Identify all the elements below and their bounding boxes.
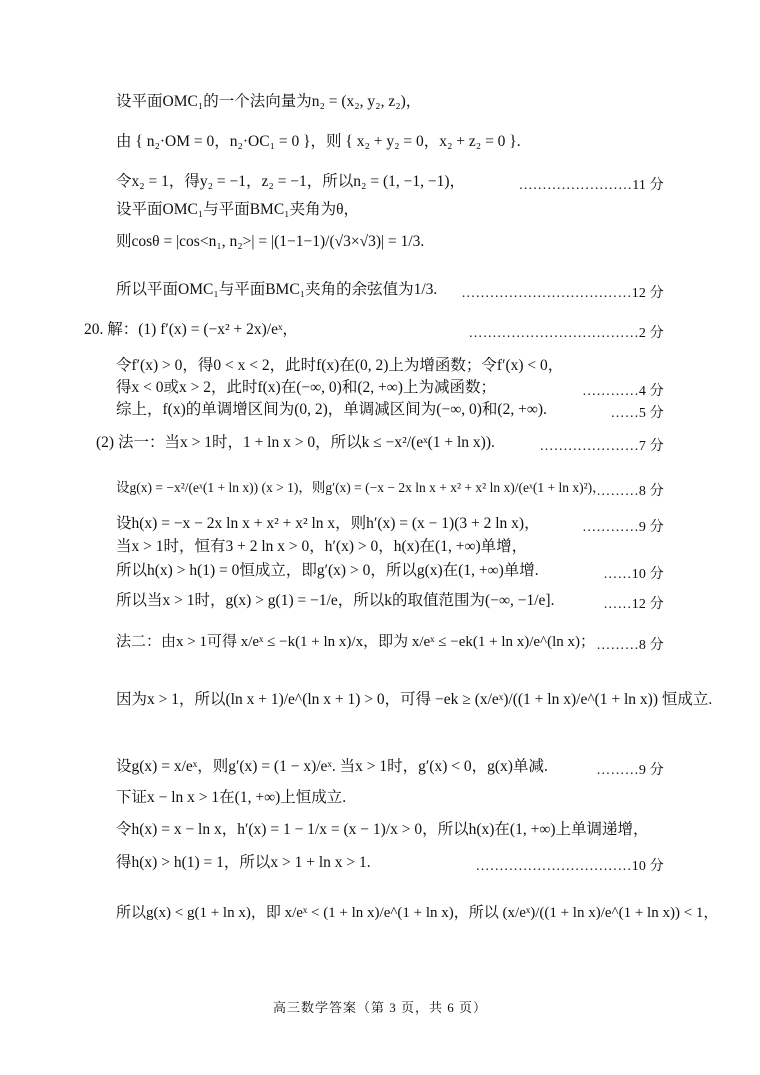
solution-line: 令f′(x) > 0，得0 < x < 2，此时f(x)在(0, 2)上为增函数；令f′(x) < 0， bbox=[116, 357, 564, 374]
solution-line: 所以平面OMC₁与平面BMC₁夹角的余弦值为1/3. bbox=[116, 281, 438, 298]
score-mark: ………8 分 bbox=[596, 484, 664, 499]
solution-line: 由 { n₂·OM = 0，n₂·OC₁ = 0 }，则 { x₂ + y₂ = 0，x₂ + z₂ = 0 }. bbox=[116, 133, 521, 150]
solution-line: 设平面OMC₁与平面BMC₁夹角为θ， bbox=[116, 201, 360, 218]
solution-line: 当x > 1时，恒有3 + 2 ln x > 0，h′(x) > 0，h(x)在(1, +∞)单增， bbox=[116, 538, 528, 555]
score-mark: ……10 分 bbox=[603, 567, 664, 582]
solution-line: 所以h(x) > h(1) = 0恒成立，即g′(x) > 0，所以g(x)在(1, +∞)单增. bbox=[116, 562, 539, 579]
solution-line: 令x₂ = 1，得y₂ = −1，z₂ = −1，所以n₂ = (1, −1, −1)， bbox=[116, 173, 466, 190]
page-footer: 高三数学答案（第 3 页，共 6 页） bbox=[272, 1000, 487, 1015]
score-mark: ………………………………2 分 bbox=[468, 326, 664, 341]
solution-line: 设g(x) = −x²/(eˣ(1 + ln x)) (x > 1)，则g′(x) = (−x − 2x ln x + x² + x² ln x)/(eˣ(1 + ln x)²)， bbox=[116, 480, 606, 495]
solution-line: 设g(x) = x/eˣ，则g′(x) = (1 − x)/eˣ. 当x > 1时，g′(x) < 0，g(x)单减. bbox=[116, 758, 548, 775]
score-mark: …………9 分 bbox=[582, 520, 664, 535]
solution-line: 得x < 0或x > 2，此时f(x)在(−∞, 0)和(2, +∞)上为减函数； bbox=[116, 379, 496, 396]
score-mark: ……5 分 bbox=[610, 406, 664, 421]
solution-line: 设平面OMC₁的一个法向量为n₂ = (x₂, y₂, z₂)， bbox=[116, 93, 422, 110]
solution-line: 综上，f(x)的单调增区间为(0, 2)，单调减区间为(−∞, 0)和(2, +∞). bbox=[116, 401, 547, 418]
solution-line: 则cosθ = |cos<n₁, n₂>| = |(1−1−1)/(√3×√3)| = 1/3. bbox=[116, 233, 425, 250]
solution-line: 法二：由x > 1可得 x/eˣ ≤ −k(1 + ln x)/x，即为 x/eˣ ≤ −ek(1 + ln x)/e^(ln x)； bbox=[116, 634, 595, 650]
solution-line: 所以当x > 1时，g(x) > g(1) = −1/e，所以k的取值范围为(−∞, −1/e]. bbox=[116, 592, 555, 609]
score-mark: ……………………………10 分 bbox=[475, 859, 664, 874]
solution-line: 所以g(x) < g(1 + ln x)，即 x/eˣ < (1 + ln x)/e^(1 + ln x)，所以 (x/eˣ)/((1 + ln x)/e^(1 + ln x)) < 1， bbox=[116, 905, 719, 921]
solution-line: 得h(x) > h(1) = 1，所以x > 1 + ln x > 1. bbox=[116, 854, 371, 871]
solution-line: (2) 法一：当x > 1时，1 + ln x > 0，所以k ≤ −x²/(eˣ(1 + ln x)). bbox=[96, 434, 495, 451]
solution-line: 令h(x) = x − ln x，h′(x) = 1 − 1/x = (x − 1)/x > 0，所以h(x)在(1, +∞)上单调递增， bbox=[116, 821, 649, 838]
score-mark: ………8 分 bbox=[596, 638, 664, 653]
problem-20-header: 20. 解：(1) f′(x) = (−x² + 2x)/eˣ， bbox=[84, 321, 298, 338]
score-mark: ………9 分 bbox=[596, 763, 664, 778]
score-mark: ……12 分 bbox=[603, 597, 664, 612]
score-mark: ……………………11 分 bbox=[518, 178, 664, 193]
solution-line: 下证x − ln x > 1在(1, +∞)上恒成立. bbox=[116, 789, 347, 806]
solution-line: 设h(x) = −x − 2x ln x + x² + x² ln x，则h′(x) = (x − 1)(3 + 2 ln x)， bbox=[116, 515, 540, 532]
score-mark: …………………7 分 bbox=[539, 439, 664, 454]
solution-line: 因为x > 1，所以(ln x + 1)/e^(ln x + 1) > 0，可得 −ek ≥ (x/eˣ)/((1 + ln x)/e^(1 + ln x)) 恒成立. bbox=[116, 691, 713, 708]
score-mark: …………4 分 bbox=[582, 384, 664, 399]
score-mark: ………………………………12 分 bbox=[461, 286, 664, 301]
